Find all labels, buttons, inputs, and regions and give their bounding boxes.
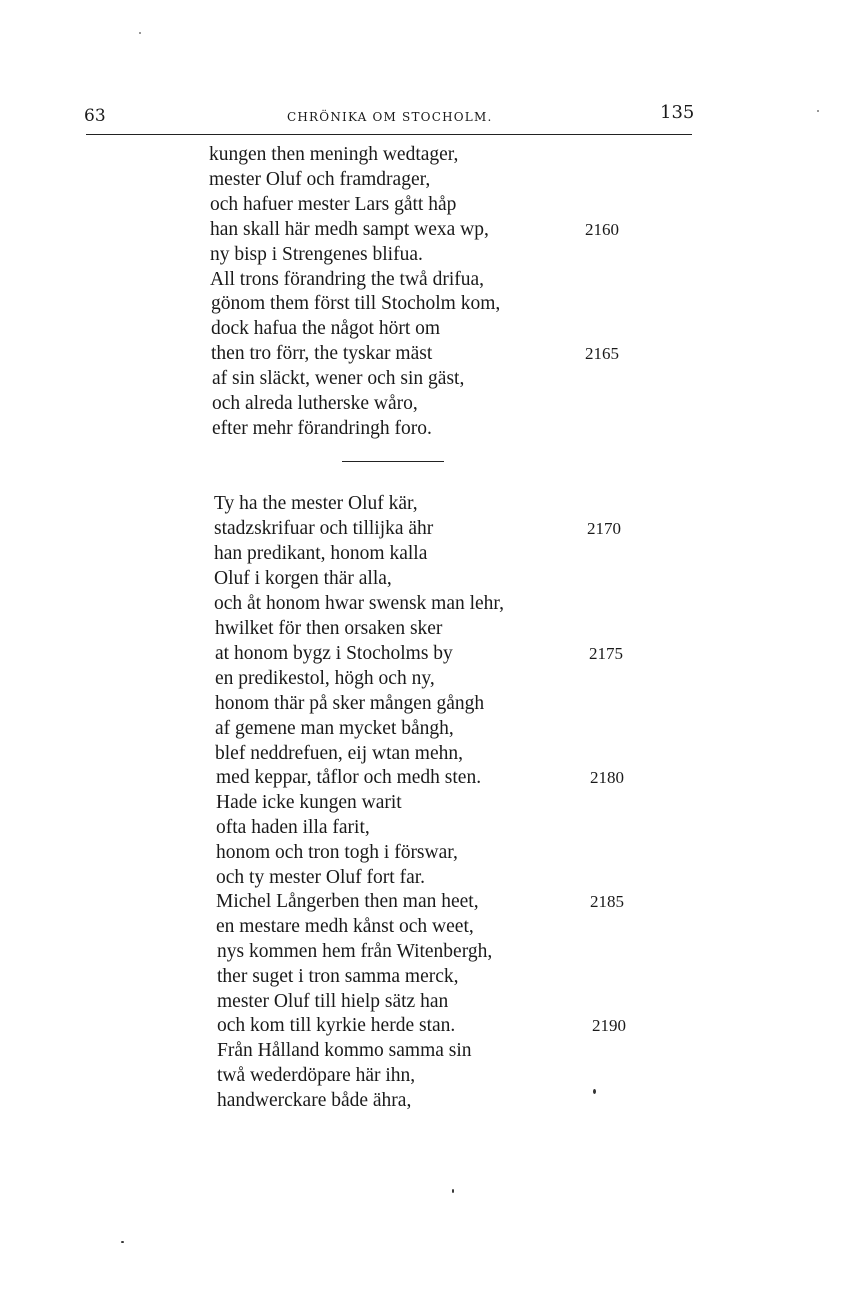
verse-line: then tro förr, the tyskar mäst [211,343,433,364]
verse-line: gönom them först till Stocholm kom, [211,293,501,314]
verse-line: mester Oluf och framdrager, [209,169,431,190]
verse-line: med keppar, tåflor och medh sten. [216,767,482,788]
verse-line: Hade icke kungen warit [216,792,402,813]
verse-line: handwerckare både ähra, [217,1090,412,1111]
running-title: CHRÖNIKA OM STOCHOLM. [287,110,493,124]
verse-line: blef neddrefuen, eij wtan mehn, [215,743,463,764]
line-number: 2160 [585,220,619,239]
signature-number: 63 [84,106,106,126]
scan-speck [817,110,819,112]
verse-line: All trons förandring the twå drifua, [210,269,485,290]
verse-line: af gemene man mycket bångh, [215,718,454,739]
verse-line: kungen then meningh wedtager, [209,144,459,165]
verse-line: Ty ha the mester Oluf kär, [214,493,418,514]
verse-line: en predikestol, högh och ny, [215,668,435,689]
verse-line: och kom till kyrkie herde stan. [217,1015,456,1036]
header-rule [86,134,692,135]
verse-line: nys kommen hem från Witenbergh, [217,941,493,962]
running-header [0,0,848,140]
verse-line: och hafuer mester Lars gått håp [210,194,457,215]
scan-speck [593,1089,596,1094]
verse-line: och alreda lutherske wåro, [212,393,418,414]
verse-line: och ty mester Oluf fort far. [216,867,426,888]
line-number: 2165 [585,344,619,363]
verse-line: ther suget i tron samma merck, [217,966,459,987]
verse-line: hwilket för then orsaken sker [215,618,443,639]
verse-line: honom thär på sker mången gångh [215,693,485,714]
line-number: 2190 [592,1016,626,1035]
verse-line: honom och tron togh i förswar, [216,842,458,863]
verse-line: mester Oluf till hielp sätz han [217,991,449,1012]
verse-line: efter mehr förandringh foro. [212,418,432,439]
line-number: 2170 [587,519,621,538]
verse-line: af sin släckt, wener och sin gäst, [212,368,465,389]
verse-line: stadzskrifuar och tillijka ähr [214,518,434,539]
verse-line: ny bisp i Strengenes blifua. [210,244,423,265]
verse-line: Michel Långerben then man heet, [216,891,479,912]
scan-speck [139,32,141,34]
verse-line: dock hafua the något hört om [211,318,441,339]
line-number: 2180 [590,768,624,787]
verse-line: han predikant, honom kalla [214,543,428,564]
line-number: 2175 [589,644,623,663]
scan-speck [121,1241,124,1243]
verse-line: en mestare medh kånst och weet, [216,916,474,937]
verse-line: at honom bygz i Stocholms by [215,643,453,664]
verse-line: han skall här medh sampt wexa wp, [210,219,489,240]
page-number: 135 [660,102,695,123]
verse-line: ofta haden illa farit, [216,817,370,838]
line-number: 2185 [590,892,624,911]
section-divider [342,461,444,462]
verse-line: Från Hålland kommo samma sin [217,1040,472,1061]
verse-line: twå wederdöpare här ihn, [217,1065,416,1086]
scan-speck [452,1189,454,1193]
verse-line: Oluf i korgen thär alla, [214,568,392,589]
verse-line: och åt honom hwar swensk man lehr, [214,593,505,614]
